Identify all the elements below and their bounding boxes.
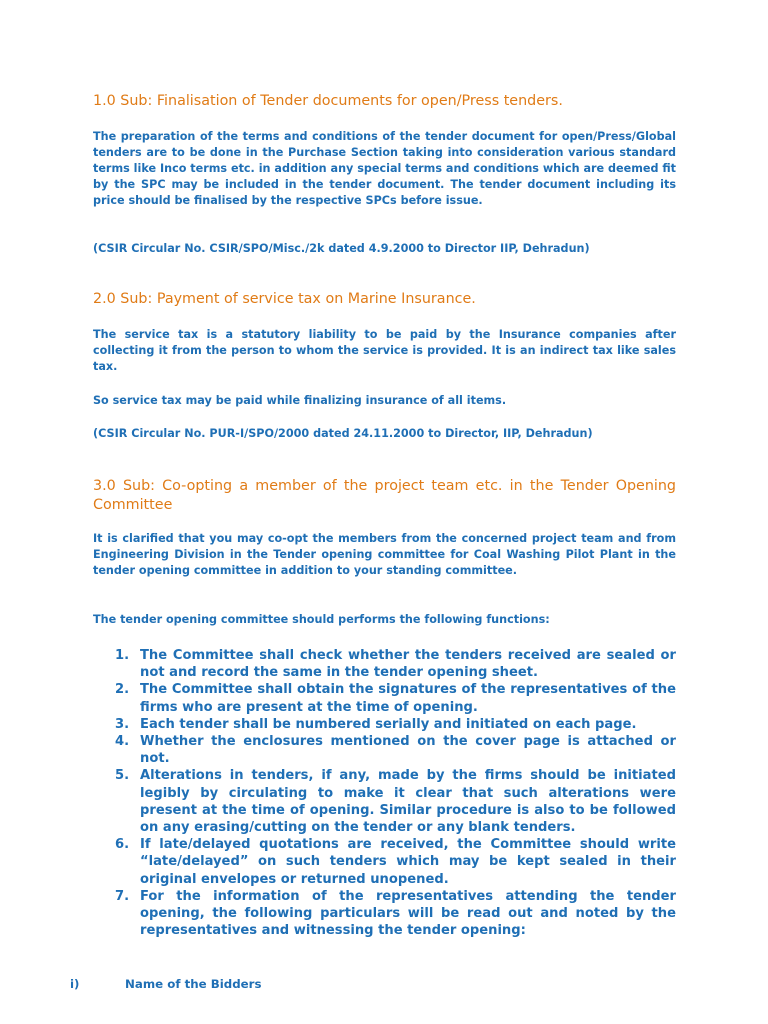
particulars-text: Name of the Bidders xyxy=(125,977,262,991)
section-2-circular: (CSIR Circular No. PUR-I/SPO/2000 dated 24.11.2000 to Director, IIP, Dehradun) xyxy=(93,427,593,440)
section-3-paragraph-1: It is clarified that you may co-opt the members from the concerned project team and from Engineering Division in the Tender opening committee for Coal Washing Pilot Plant in the tender opening committee in addition to your standing committee. xyxy=(93,532,676,577)
functions-list-item xyxy=(93,716,676,733)
section-3-heading: 3.0 Sub: Co-opting a member of the project team etc. in the Tender Opening Committee xyxy=(93,478,676,513)
functions-list-item xyxy=(93,836,676,888)
list-number: 4. xyxy=(115,734,130,750)
functions-list-item xyxy=(93,767,676,836)
functions-list-item xyxy=(93,647,676,681)
list-number: 2. xyxy=(115,682,130,698)
list-item-text: If late/delayed quotations are received, the Committee should write “late/delayed” on such tenders which may be kept sealed in their original envelopes or returned unopened. xyxy=(140,837,676,887)
list-number: 6. xyxy=(115,837,130,853)
list-number: 1. xyxy=(115,648,130,663)
list-number: 7. xyxy=(115,888,130,904)
section-1-paragraph-1: The preparation of the terms and conditions of the tender document for open/Press/Global tenders are to be done in the Purchase Section taking into consideration various standard terms like Inco terms etc. in addition any special terms and conditions which are deemed fit by the SPC may be included in the tender document. The tender document including its price should be finalised by the respective SPCs before issue. xyxy=(93,130,676,207)
list-number: 3. xyxy=(115,716,130,732)
section-1-circular: (CSIR Circular No. CSIR/SPO/Misc./2k dated 4.9.2000 to Director IIP, Dehradun) xyxy=(93,242,590,255)
list-item-text: The Committee shall check whether the tenders received are sealed or not and record the same in the tender opening sheet. xyxy=(140,648,676,681)
functions-list-item xyxy=(93,733,676,767)
particulars-number: i) xyxy=(70,977,80,991)
list-item-text: Whether the enclosures mentioned on the cover page is attached or not. xyxy=(140,734,676,767)
section-2-paragraph-2: So service tax may be paid while finalizing insurance of all items. xyxy=(93,394,507,407)
section-2-heading: 2.0 Sub: Payment of service tax on Marine Insurance. xyxy=(93,291,476,307)
list-item-text: For the information of the representatives attending the tender opening, the following particulars will be read out and noted by the representatives and witnessing the tender opening: xyxy=(140,888,676,939)
list-item-text: The Committee shall obtain the signatures of the representatives of the firms who are present at the time of opening. xyxy=(140,682,676,715)
functions-list-item xyxy=(93,681,676,715)
section-3-paragraph-2: The tender opening committee should performs the following functions: xyxy=(93,613,550,626)
section-1-heading: 1.0 Sub: Finalisation of Tender documents for open/Press tenders. xyxy=(93,93,563,109)
list-item-text: Each tender shall be numbered serially and initiated on each page. xyxy=(140,716,637,732)
section-2-paragraph-1: The service tax is a statutory liability to be paid by the Insurance companies after collecting it from the person to whom the service is provided. It is an indirect tax like sales tax. xyxy=(93,328,676,373)
functions-list-item xyxy=(93,888,676,940)
functions-list xyxy=(93,647,676,939)
list-item-text: Alterations in tenders, if any, made by the firms should be initiated legibly by circulating to make it clear that such alterations were present at the time of opening. Similar procedure is also to be followed on any erasing/cutting on the tender or any blank tenders. xyxy=(140,768,676,836)
list-number: 5. xyxy=(115,768,130,784)
